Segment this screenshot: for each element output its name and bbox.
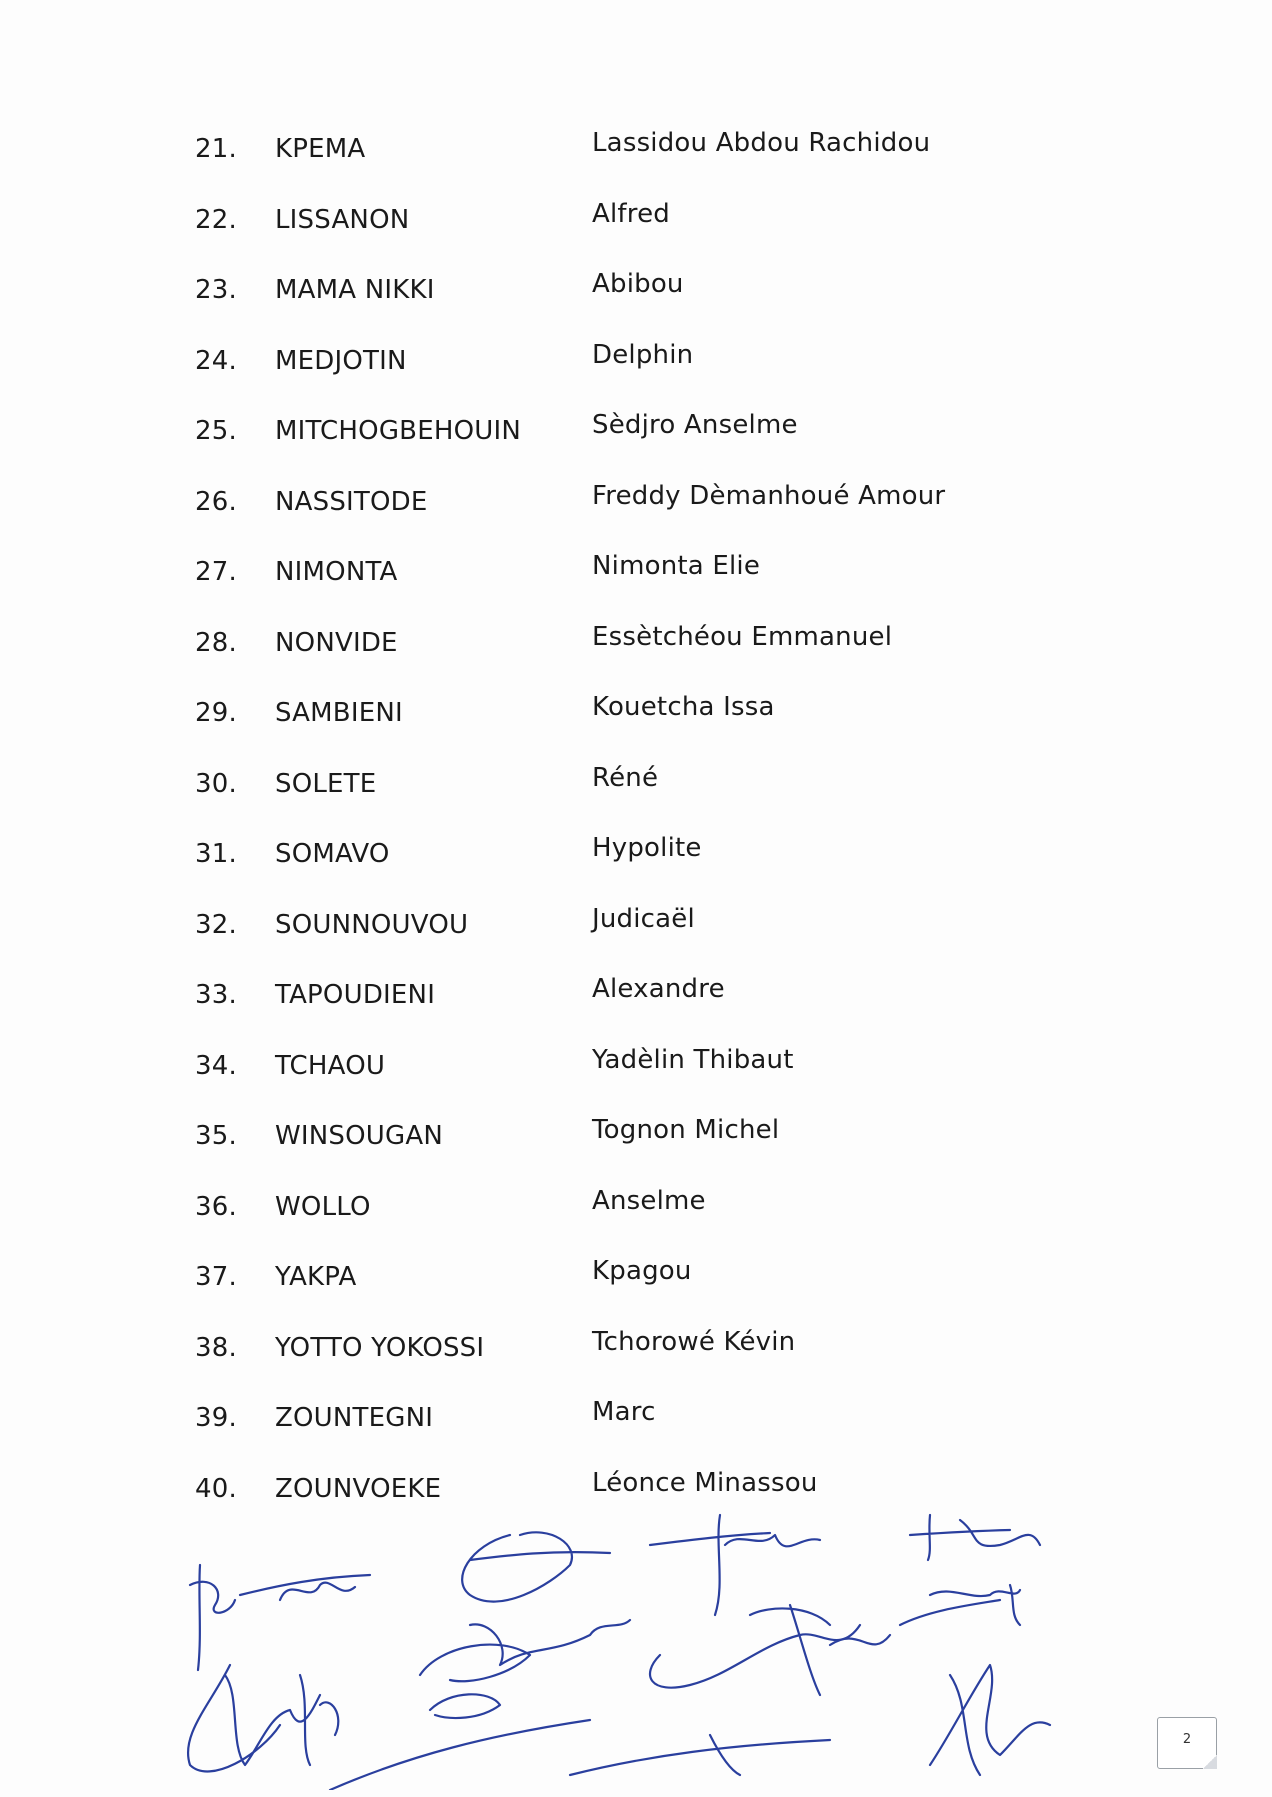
entry-number: 27. xyxy=(195,557,237,587)
handwritten-signatures xyxy=(170,1505,1150,1790)
list-item xyxy=(195,684,1095,755)
entry-given-name: Léonce Minassou xyxy=(592,1467,818,1498)
entry-given-name: Freddy Dèmanhoué Amour xyxy=(592,480,946,511)
entry-given-name: Hypolite xyxy=(592,833,702,863)
entry-number: 25. xyxy=(195,416,237,446)
list-item xyxy=(195,1319,1095,1390)
entry-given-name: Anselme xyxy=(592,1185,706,1216)
entry-surname: MEDJOTIN xyxy=(275,345,407,376)
entry-given-name: Lassidou Abdou Rachidou xyxy=(592,128,931,158)
entry-surname: YOTTO YOKOSSI xyxy=(275,1332,485,1363)
list-item xyxy=(195,896,1095,967)
list-item xyxy=(195,473,1095,544)
list-item xyxy=(195,966,1095,1037)
entry-number: 28. xyxy=(195,627,237,658)
entry-given-name: Abibou xyxy=(592,269,684,299)
member-list xyxy=(195,120,1095,1530)
page-number: 2 xyxy=(1182,1732,1192,1747)
entry-given-name: Réné xyxy=(592,762,659,793)
entry-number: 38. xyxy=(195,1332,237,1363)
entry-given-name: Essètchéou Emmanuel xyxy=(592,621,893,652)
entry-surname: SOMAVO xyxy=(275,839,390,869)
entry-number: 21. xyxy=(195,134,237,164)
entry-surname: NIMONTA xyxy=(275,557,398,587)
entry-surname: SOLETE xyxy=(275,768,377,799)
entry-number: 33. xyxy=(195,980,237,1010)
entry-given-name: Sèdjro Anselme xyxy=(592,410,798,440)
list-item xyxy=(195,332,1095,403)
list-item xyxy=(195,261,1095,332)
entry-surname: TAPOUDIENI xyxy=(275,980,436,1010)
entry-number: 23. xyxy=(195,275,237,305)
entry-given-name: Kouetcha Issa xyxy=(592,692,775,722)
entry-surname: NONVIDE xyxy=(275,627,398,658)
entry-number: 37. xyxy=(195,1262,237,1292)
list-item xyxy=(195,1248,1095,1319)
list-item xyxy=(195,191,1095,262)
signature-block xyxy=(170,1505,1150,1790)
entry-number: 32. xyxy=(195,909,237,940)
entry-number: 22. xyxy=(195,204,237,235)
entry-number: 40. xyxy=(195,1473,237,1504)
entry-surname: SOUNNOUVOU xyxy=(275,909,469,940)
entry-given-name: Nimonta Elie xyxy=(592,551,761,581)
entry-number: 30. xyxy=(195,768,237,799)
entry-surname: KPEMA xyxy=(275,134,366,164)
list-item xyxy=(195,120,1095,191)
entry-number: 34. xyxy=(195,1050,237,1081)
entry-number: 24. xyxy=(195,345,237,376)
entry-surname: YAKPA xyxy=(275,1262,357,1292)
entry-given-name: Alexandre xyxy=(592,974,725,1004)
entry-surname: MAMA NIKKI xyxy=(275,275,435,305)
entry-given-name: Kpagou xyxy=(592,1256,692,1286)
list-item xyxy=(195,402,1095,473)
entry-number: 36. xyxy=(195,1191,237,1222)
entry-surname: TCHAOU xyxy=(275,1050,386,1081)
entry-given-name: Marc xyxy=(592,1397,656,1427)
list-item xyxy=(195,614,1095,685)
entry-number: 31. xyxy=(195,839,237,869)
entry-surname: ZOUNVOEKE xyxy=(275,1473,442,1504)
entry-surname: WINSOUGAN xyxy=(275,1121,444,1151)
entry-given-name: Alfred xyxy=(592,198,670,229)
entry-surname: MITCHOGBEHOUIN xyxy=(275,416,522,446)
entry-given-name: Delphin xyxy=(592,339,694,370)
list-item xyxy=(195,543,1095,614)
page-number-box xyxy=(1157,1717,1217,1769)
list-item xyxy=(195,1178,1095,1249)
list-item xyxy=(195,755,1095,826)
entry-given-name: Yadèlin Thibaut xyxy=(592,1044,794,1075)
entry-number: 26. xyxy=(195,486,237,517)
entry-given-name: Tchorowé Kévin xyxy=(592,1326,796,1357)
list-item xyxy=(195,1107,1095,1178)
list-item xyxy=(195,1389,1095,1460)
entry-given-name: Tognon Michel xyxy=(592,1115,780,1145)
entry-number: 39. xyxy=(195,1403,237,1433)
entry-surname: SAMBIENI xyxy=(275,698,403,728)
entry-surname: LISSANON xyxy=(275,204,410,235)
entry-given-name: Judicaël xyxy=(592,903,695,934)
list-item xyxy=(195,1037,1095,1108)
entry-number: 29. xyxy=(195,698,237,728)
entry-surname: ZOUNTEGNI xyxy=(275,1403,434,1433)
entry-number: 35. xyxy=(195,1121,237,1151)
entry-surname: WOLLO xyxy=(275,1191,371,1222)
list-item xyxy=(195,825,1095,896)
entry-surname: NASSITODE xyxy=(275,486,428,517)
